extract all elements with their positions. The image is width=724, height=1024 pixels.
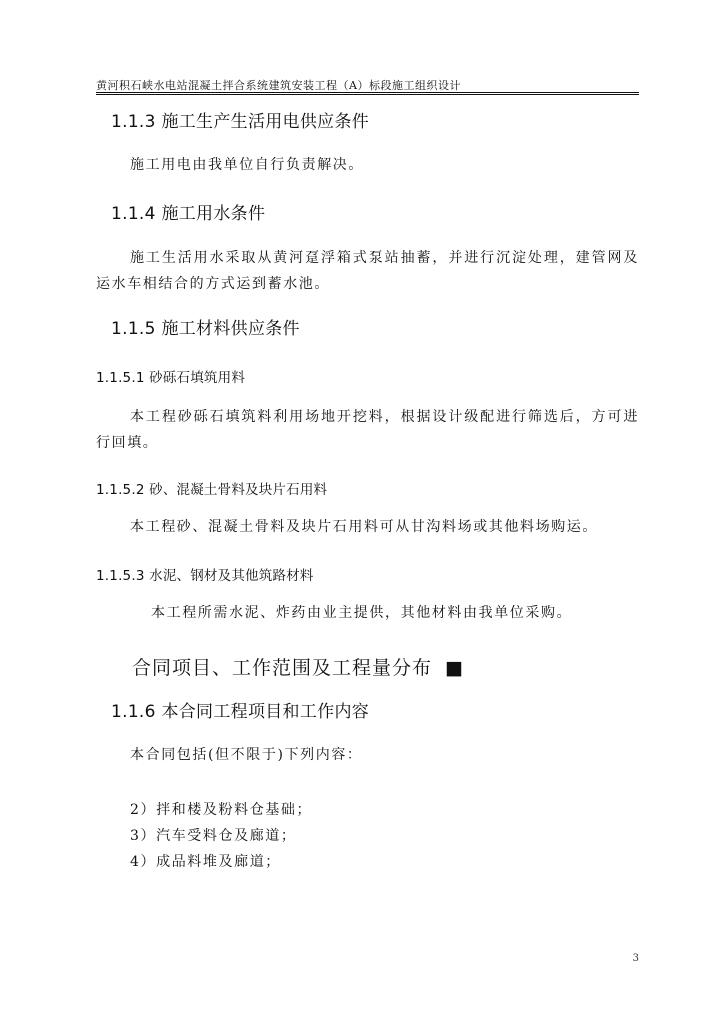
page-header: 黄河积石峡水电站混凝土拌合系统建筑安装工程（A）标段施工组织设计 [96,79,461,92]
paragraph-cement-steel: 本工程所需水泥、炸药由业主提供，其他材料由我单位采购。 [151,605,573,621]
header-rule [96,92,639,93]
chapter-heading [132,653,464,680]
paragraph-aggregate: 本工程砂、混凝土骨料及块片石用料可从甘沟料场或其他料场购运。 [130,519,598,535]
list-item: 4）成品料堆及廊道； [130,854,281,870]
paragraph-power-supply: 施工用电由我单位自行负责解决。 [130,157,364,173]
square-marker-icon: ■ [445,657,465,679]
list-item: 2）拌和楼及粉料仓基础； [130,802,313,818]
header-rule-thin [96,94,639,95]
heading-1-1-5: 1.1.5 施工材料供应条件 [111,319,300,339]
chapter-title: 合同项目、工作范围及工程量分布 [132,657,433,679]
page-number: 3 [632,953,639,964]
list-item: 3）汽车受料仓及廊道； [130,828,297,844]
paragraph-water-supply: 施工生活用水采取从黄河趸浮箱式泵站抽蓄，并进行沉淀处理，建管网及运水车相结合的方式运到蓄水池。 [96,250,639,292]
heading-1-1-5-2: 1.1.5.2 砂、混凝土骨料及块片石用料 [96,482,328,498]
paragraph-contract-intro: 本合同包括(但不限于)下列内容： [130,747,363,763]
heading-1-1-4: 1.1.4 施工用水条件 [111,204,266,224]
heading-1-1-6: 1.1.6 本合同工程项目和工作内容 [111,702,370,722]
heading-1-1-5-1: 1.1.5.1 砂砾石填筑用料 [96,370,246,386]
heading-1-1-5-3: 1.1.5.3 水泥、钢材及其他筑路材料 [96,568,314,584]
heading-1-1-3: 1.1.3 施工生产生活用电供应条件 [111,112,370,132]
paragraph-gravel-fill: 本工程砂砾石填筑料利用场地开挖料，根据设计级配进行筛选后，方可进行回填。 [96,409,639,451]
